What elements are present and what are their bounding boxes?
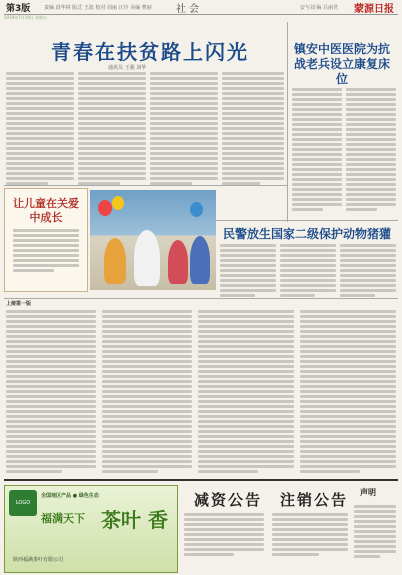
article-column — [150, 72, 218, 187]
ad-big-text: 茶叶 香 — [101, 508, 168, 532]
ad-company: 陕西福满茶叶有限公司 — [13, 557, 64, 563]
article-column — [198, 310, 294, 475]
ad-slogan: 福满天下 — [41, 512, 85, 525]
article-column — [220, 244, 276, 299]
notice-text — [272, 513, 348, 558]
brand-logo: LOGO — [9, 490, 37, 516]
editor-credits-right: 安与刘 编 吕丽君 — [299, 5, 338, 11]
feature-title: 让儿童在关爱中成长 — [13, 197, 79, 224]
tea-advertisement — [4, 485, 178, 573]
notice-text — [184, 513, 264, 558]
editor-credits: 责编 段华林 版式 王波 校对 周丽 汪玲 美编 曹丽 — [44, 5, 152, 11]
article-column — [280, 244, 336, 299]
animal-headline: 民警放生国家二级保护动物猪獾 — [222, 227, 391, 241]
section-name: 社会 — [176, 4, 202, 15]
main-byline: 通讯员 王强 刘华 — [108, 65, 147, 71]
person-figure — [134, 230, 160, 286]
section-divider — [4, 298, 398, 299]
balloon-shape — [112, 196, 124, 210]
column-divider — [287, 22, 288, 222]
article-column — [222, 72, 284, 187]
article-column — [6, 72, 74, 187]
article-column — [102, 310, 192, 475]
statement-title: 声明 — [360, 487, 376, 497]
main-headline: 青春在扶贫路上闪光 — [51, 40, 249, 64]
bottom-ads — [4, 479, 398, 573]
article-column — [340, 244, 396, 299]
news-photo — [90, 190, 216, 290]
article-column — [346, 88, 396, 213]
ad-header: 全国地区产品 ● 绿色生态 — [41, 493, 99, 499]
article-column — [6, 310, 96, 475]
article-column — [300, 310, 396, 475]
balloon-shape — [98, 200, 112, 216]
person-figure — [190, 236, 210, 284]
page-header — [4, 0, 398, 15]
date-line: 2019年7月19日 星期五 — [4, 15, 48, 20]
continued-label: 上接第一版 — [6, 301, 32, 307]
article-column — [292, 88, 342, 213]
section-divider — [216, 220, 398, 221]
page-number: 第3版 — [6, 4, 31, 14]
article-column — [78, 72, 146, 187]
feature-box — [4, 188, 88, 292]
capital-reduction-notice-title: 减资公告 — [194, 491, 263, 509]
right-headline: 镇安中医医院为抗战老兵设立康复床位 — [293, 42, 390, 86]
section-divider — [4, 185, 288, 186]
notice-text — [354, 505, 396, 560]
deregistration-notice-title: 注销公告 — [280, 491, 349, 509]
masthead: 蒙源日报 — [354, 4, 394, 15]
person-figure — [104, 238, 126, 284]
feature-text — [13, 229, 79, 274]
person-figure — [168, 240, 188, 284]
balloon-shape — [190, 202, 203, 217]
